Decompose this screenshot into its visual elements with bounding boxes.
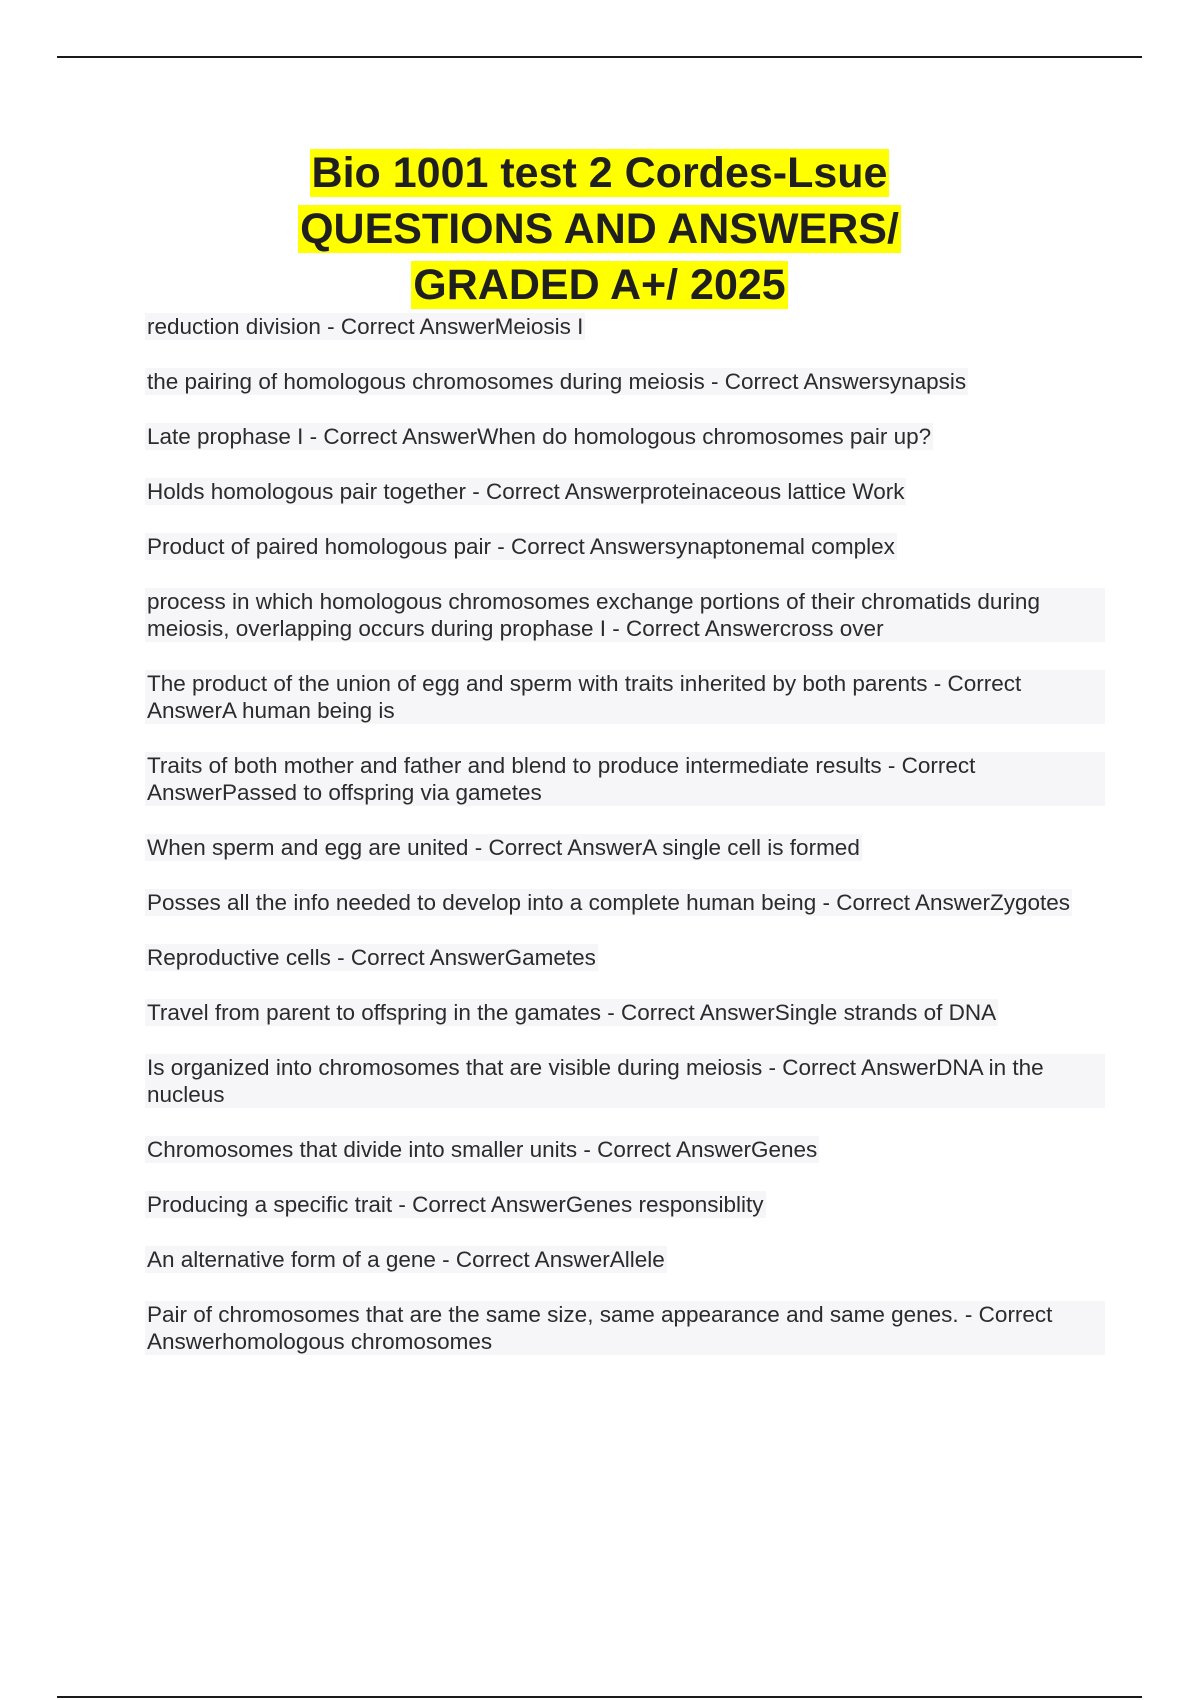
qa-item: Late prophase I - Correct AnswerWhen do homologous chromosomes pair up? (147, 424, 932, 449)
qa-item: Traits of both mother and father and blend to produce intermediate results - Correct AnswerPassed to offspring via gametes (145, 752, 1105, 806)
top-divider (57, 56, 1142, 58)
qa-item: An alternative form of a gene - Correct AnswerAllele (147, 1247, 665, 1272)
qa-item: reduction division - Correct AnswerMeiosis I (147, 314, 584, 339)
title-line-3: GRADED A+/ 2025 (413, 261, 786, 309)
document-title (57, 145, 1142, 313)
title-line-1: Bio 1001 test 2 Cordes-Lsue (311, 149, 888, 197)
title-line-2: QUESTIONS AND ANSWERS/ (300, 205, 899, 253)
qa-item: the pairing of homologous chromosomes during meiosis - Correct Answersynapsis (147, 369, 967, 394)
qa-item: Chromosomes that divide into smaller units - Correct AnswerGenes (147, 1137, 818, 1162)
qa-item: Holds homologous pair together - Correct Answerproteinaceous lattice Work (147, 479, 905, 504)
qa-item: Producing a specific trait - Correct AnswerGenes responsiblity (147, 1192, 764, 1217)
qa-item: Pair of chromosomes that are the same size, same appearance and same genes. - Correct Answerhomologous chromosomes (145, 1301, 1105, 1355)
qa-item: When sperm and egg are united - Correct AnswerA single cell is formed (147, 835, 860, 860)
qa-item: Product of paired homologous pair - Correct Answersynaptonemal complex (147, 534, 895, 559)
qa-item: The product of the union of egg and sperm with traits inherited by both parents - Correct AnswerA human being is (145, 670, 1105, 724)
bottom-divider (57, 1696, 1142, 1698)
qa-item: Posses all the info needed to develop into a complete human being - Correct AnswerZygotes (147, 890, 1071, 915)
qa-item: Travel from parent to offspring in the gamates - Correct AnswerSingle strands of DNA (147, 1000, 997, 1025)
qa-item: Is organized into chromosomes that are visible during meiosis - Correct AnswerDNA in the nucleus (145, 1054, 1105, 1108)
qa-item: process in which homologous chromosomes exchange portions of their chromatids during meiosis, overlapping occurs during prophase I - Correct Answercross over (145, 588, 1105, 642)
qa-list (145, 313, 1105, 1383)
qa-item: Reproductive cells - Correct AnswerGametes (147, 945, 596, 970)
